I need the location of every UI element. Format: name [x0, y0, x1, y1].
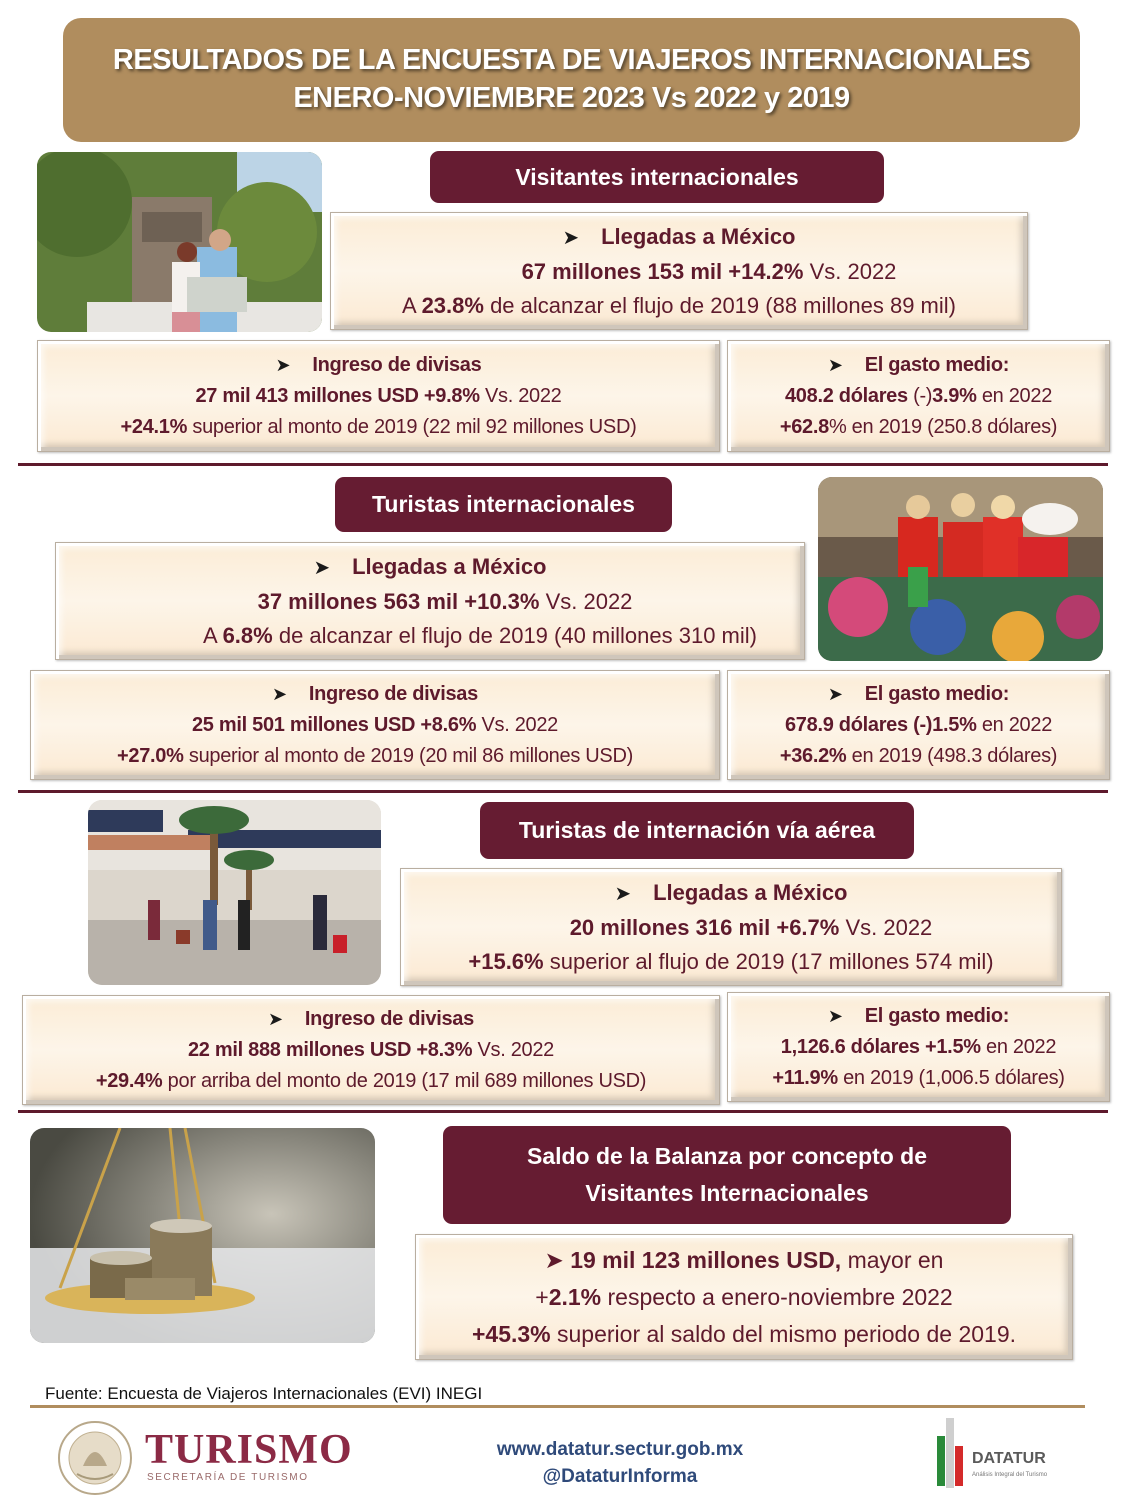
airport-arrivals-photo [88, 800, 381, 985]
card-heading: ➤ El gasto medio: [828, 679, 1009, 710]
card-turistas-llegadas [55, 542, 805, 660]
section-divider [18, 1110, 1108, 1113]
section-header-turistas: Turistas internacionales [335, 477, 672, 532]
card-turistas-gasto [727, 670, 1110, 780]
website-link[interactable]: www.datatur.sectur.gob.mx [496, 1439, 744, 1460]
arrow-bullet-icon: ➤ [268, 1008, 283, 1029]
card-heading: ➤ Ingreso de divisas [268, 1004, 474, 1035]
section-header-balanza: Saldo de la Balanza por concepto de Visitantes Internacionales [443, 1126, 1011, 1224]
card-comparison-line: +29.4% por arriba del monto de 2019 (17 mil 689 millones USD) [95, 1069, 647, 1092]
card-comparison-line: +11.9% en 2019 (1,006.5 dólares) [772, 1066, 1065, 1089]
card-aerea-ingreso [22, 995, 720, 1105]
card-heading: ➤ Llegadas a México [615, 876, 848, 911]
card-aerea-llegadas [400, 868, 1062, 986]
card-heading: ➤ El gasto medio: [828, 1001, 1009, 1032]
arrow-bullet-icon: ➤ [272, 683, 287, 704]
arrow-bullet-icon: ➤ [827, 1005, 843, 1026]
card-comparison-line: +62.8% en 2019 (250.8 dólares) [779, 415, 1058, 438]
card-value-line: 408.2 dólares (-)3.9% en 2022 [784, 384, 1053, 407]
section-header-aerea: Turistas de internación vía aérea [480, 802, 914, 859]
card-balanza-saldo [415, 1234, 1073, 1360]
card-comparison-line: +27.0% superior al monto de 2019 (20 mil 86 millones USD) [117, 744, 633, 767]
card-heading: ➤ Ingreso de divisas [276, 350, 482, 381]
turismo-logo-text: TURISMO [145, 1427, 353, 1473]
card-visitantes-llegadas [330, 212, 1028, 330]
card-value-line: 37 millones 563 mil +10.3% Vs. 2022 [257, 588, 633, 614]
card-comparison-line: +45.3% superior al saldo del mismo periodo de 2019. [471, 1320, 1017, 1347]
card-heading: ➤ El gasto medio: [828, 350, 1009, 381]
card-value-line: 25 mil 501 millones USD +8.6% Vs. 2022 [191, 713, 559, 736]
card-visitantes-gasto [727, 340, 1110, 452]
card-comparison-line: +36.2% en 2019 (498.3 dólares) [779, 744, 1058, 767]
section-header-visitantes: Visitantes internacionales [430, 151, 884, 203]
arrow-bullet-icon: ➤ [614, 882, 632, 905]
card-value-line: 678.9 dólares (-)1.5% en 2022 [784, 713, 1053, 736]
card-value-line: 27 mil 413 millones USD +9.8% Vs. 2022 [195, 384, 562, 407]
contact-links [470, 1436, 770, 1490]
title-line-2: ENERO-NOVIEMBRE 2023 Vs 2022 y 2019 [293, 82, 850, 114]
mexico-coat-of-arms-icon [55, 1418, 135, 1498]
arrow-bullet-icon: ➤ [313, 556, 331, 579]
card-change-line: +2.1% respecto a enero-noviembre 2022 [535, 1283, 953, 1310]
title-line-1: RESULTADOS DE LA ENCUESTA DE VIAJEROS INTERNACIONALES [112, 44, 1031, 77]
card-comparison-line: +15.6% superior al flujo de 2019 (17 millones 574 mil) [468, 948, 994, 974]
arrow-bullet-icon: ➤ [562, 226, 580, 249]
card-value-line: 1,126.6 dólares +1.5% en 2022 [780, 1035, 1057, 1058]
datatur-logo-subtitle: Análisis Integral del Turismo [972, 1472, 1048, 1478]
market-tourists-photo [818, 477, 1103, 661]
datatur-flag-bars-icon [935, 1418, 967, 1488]
arrow-bullet-icon: ➤ [827, 354, 843, 375]
card-heading: ➤ Llegadas a México [563, 220, 796, 255]
section-divider [18, 790, 1108, 793]
card-comparison-line: +24.1% superior al monto de 2019 (22 mil 92 millones USD) [120, 415, 637, 438]
card-value-line: 22 mil 888 millones USD +8.3% Vs. 2022 [187, 1038, 555, 1061]
social-handle-link[interactable]: @DataturInforma [542, 1466, 698, 1487]
card-visitantes-ingreso [37, 340, 720, 452]
coin-scale-photo [30, 1128, 375, 1343]
arrow-bullet-icon: ➤ [544, 1246, 571, 1273]
card-comparison-line: A 6.8% de alcanzar el flujo de 2019 (40 millones 310 mil) [202, 622, 757, 648]
card-value-line: 20 millones 316 mil +6.7% Vs. 2022 [569, 914, 933, 940]
source-note: Fuente: Encuesta de Viajeros Internacionales (EVI) INEGI [45, 1384, 483, 1403]
card-value-line: 67 millones 153 mil +14.2% Vs. 2022 [521, 258, 897, 284]
datatur-logo-text: DATATUR [972, 1450, 1046, 1467]
title-banner [63, 18, 1080, 142]
card-turistas-ingreso [30, 670, 720, 780]
card-heading: ➤ Ingreso de divisas [272, 679, 478, 710]
section-divider [18, 463, 1108, 466]
arrow-bullet-icon: ➤ [275, 354, 291, 375]
turismo-logo-subtitle: SECRETARÍA DE TURISMO [147, 1472, 309, 1483]
card-comparison-line: A 23.8% de alcanzar el flujo de 2019 (88 millones 89 mil) [401, 292, 956, 318]
footer-divider [30, 1405, 1085, 1408]
card-value-line: ➤ 19 mil 123 millones USD, mayor en [544, 1246, 944, 1273]
tourists-with-map-photo [37, 152, 322, 332]
card-heading: ➤ Llegadas a México [314, 550, 547, 585]
card-aerea-gasto [727, 992, 1110, 1102]
arrow-bullet-icon: ➤ [827, 683, 843, 704]
